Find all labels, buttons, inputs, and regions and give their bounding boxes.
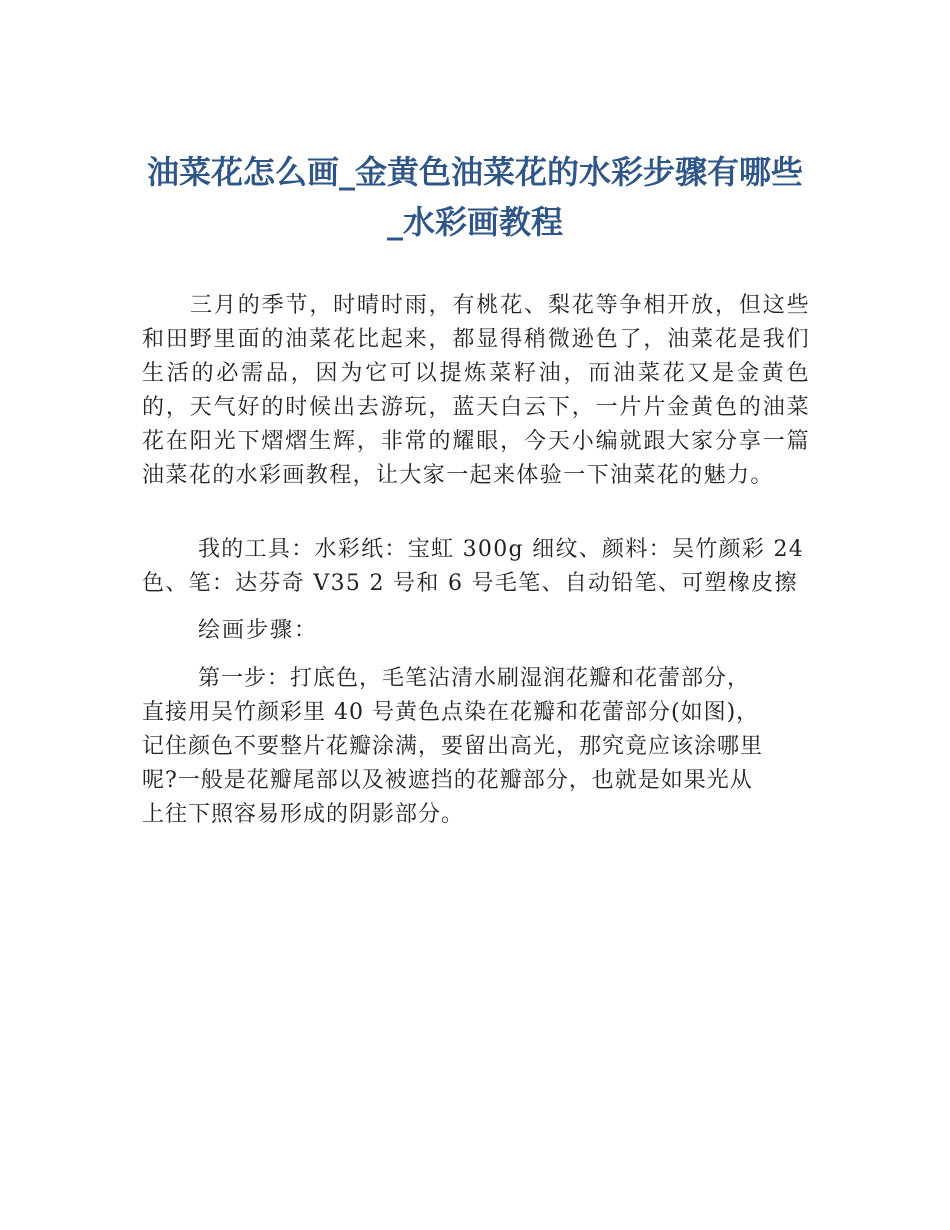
steps-heading: 绘画步骤： xyxy=(198,618,319,643)
step-one-line: 直接用吴竹颜彩里 40 号黄色点染在花瓣和花蕾部分(如图)， xyxy=(142,700,760,725)
step-one-line: 呢?一般是花瓣尾部以及被遮挡的花瓣部分，也就是如果光从 xyxy=(142,768,753,793)
step-one-line: 上往下照容易形成的阴影部分。 xyxy=(142,802,465,827)
step-one-line: 第一步：打底色，毛笔沾清水刷湿润花瓣和花蕾部分， xyxy=(198,666,751,691)
intro-paragraph: 三月的季节，时晴时雨，有桃花、梨花等争相开放，但这些和田野里面的油菜花比起来，都显得稍微逊色了，油菜花是我们生活的必需品，因为它可以提炼菜籽油，而油菜花又是金黄色的，天气好的时候出去游玩，蓝天白云下，一片片金黄色的油菜花在阳光下熠熠生辉，非常的耀眼，今天小编就跟大家分享一篇油菜花的水彩画教程，让大家一起来体验一下油菜花的魅力。 xyxy=(142,293,810,488)
step-one-line: 记住颜色不要整片花瓣涂满，要留出高光，那究竟应该涂哪里 xyxy=(142,734,764,759)
step-one-paragraph xyxy=(142,662,810,832)
page-title: 油菜花怎么画_金黄色油菜花的水彩步骤有哪些_水彩画教程 xyxy=(146,153,803,241)
tools-paragraph: 我的工具：水彩纸：宝虹 300g 细纹、颜料：吴竹颜彩 24 色、笔：达芬奇 V35 2 号和 6 号毛笔、自动铅笔、可塑橡皮擦 xyxy=(142,537,805,596)
